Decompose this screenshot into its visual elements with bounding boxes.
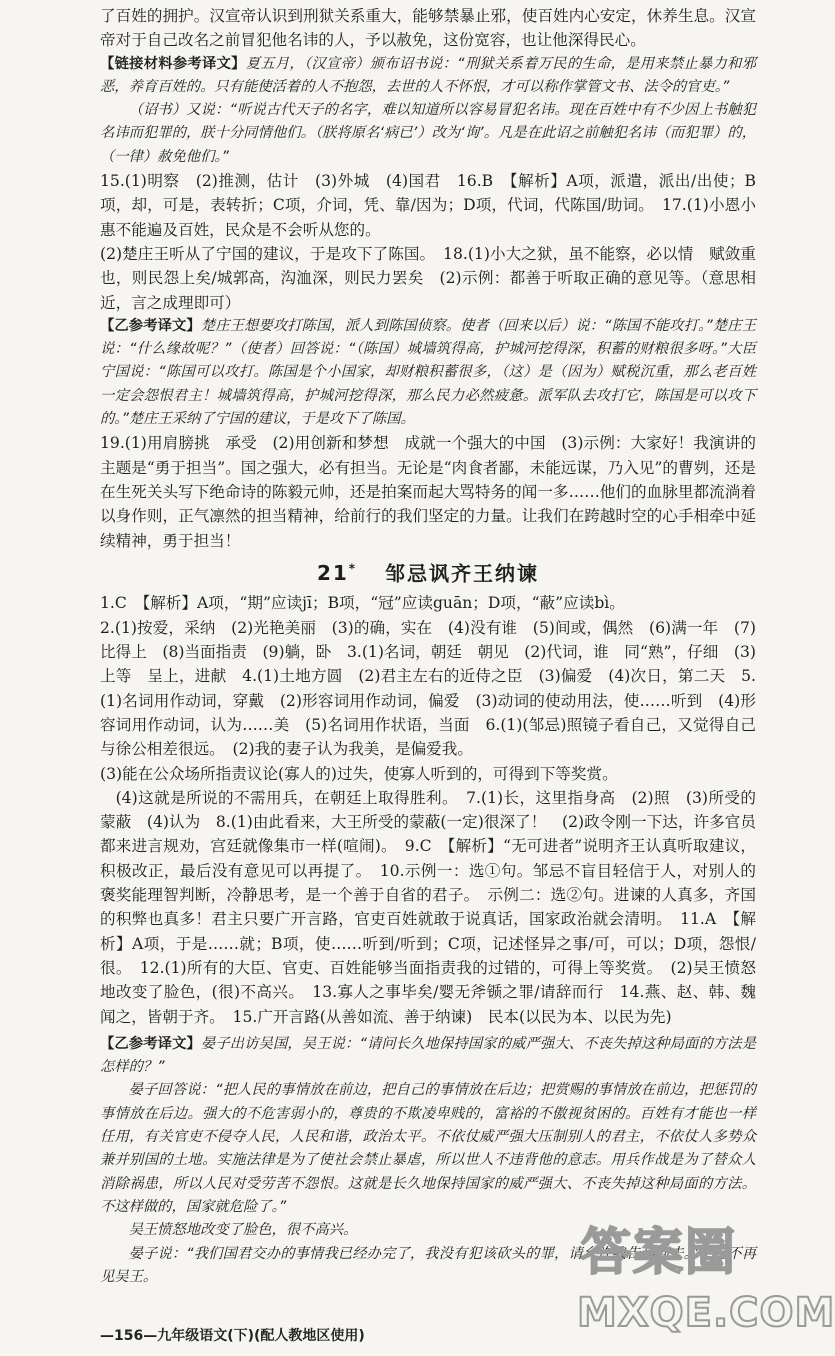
paragraph-text: 19.(1)用肩膀挑 承受 (2)用创新和梦想 成就一个强大的中国 (3)示例：大家好！我演讲的主题是“勇于担当”。国之强大，必有担当。无论是“肉食者鄙，未能远谋，乃入见”的曹刿，还是在生死关头写下绝命诗的陈毅元帅，还是拍案而起大骂特务的闻一多……他们的血脉里都流淌着以身作则，正气凛然的担当精神，给前行的我们坚定的力量。让我们在跨越时空的心手相牵中延续精神，勇于担当！ bbox=[100, 434, 756, 550]
paragraph-text: 晏子出访吴国，吴王说：“请问长久地保持国家的威严强大、不丧失掉这种局面的方法是怎样的？” bbox=[100, 1035, 757, 1076]
lesson-number-wrap bbox=[317, 561, 357, 585]
answer-paragraph bbox=[100, 169, 756, 242]
paragraph-text: 夏五月，（汉宣帝）颁布诏书说：“刑狱关系着万民的生命，是用来禁止暴力和邪恶，养育百姓的。只有能使活着的人不抱怨，去世的人不怀恨，才可以称作掌管文书、法令的官吏。” bbox=[100, 55, 756, 95]
section-tag: 【乙参考译文】 bbox=[100, 1035, 201, 1052]
document-body bbox=[100, 4, 756, 1289]
section-tag: 【乙参考译文】 bbox=[100, 317, 201, 334]
answer-paragraph bbox=[100, 591, 756, 615]
paragraph-text: 1.C 【解析】A项，“期”应读jī；B项，“冠”应读guān；D项，“蔽”应读bì。 bbox=[100, 594, 625, 613]
paragraph-text: （诏书）又说：“听说古代天子的名字，难以知道所以容易冒犯名讳。现在百姓中有不少因上书触犯名讳而犯罪的，朕十分同情他们。（朕将原名‘病已’）改为‘询’。凡是在此诏之前触犯名讳（而犯罪）的，（一律）赦免他们。” bbox=[100, 102, 756, 165]
watermark-url: MXQE.COM bbox=[577, 1290, 835, 1336]
paragraph-text: 15.(1)明察 (2)推测，估计 (3)外城 (4)国君 16.B 【解析】A项，派遣，派出/出使；B项，却，可是，表转折；C项，介词，凭、靠/因为；D项，代词，代陈国/助词。 17.(1)小恩小惠不能遍及百姓，民众是不会听从您的。 bbox=[100, 172, 756, 239]
paragraph-text: 晏子回答说：“把人民的事情放在前边，把自己的事情放在后边；把赏赐的事情放在前边，把惩罚的事情放在后边。强大的不危害弱小的，尊贵的不欺凌卑贱的，富裕的不傲视贫困的。百姓有才能也一样任用，有关官吏不侵夺人民，人民和谐，政治太平。不依仗威严强大压制别人的君主，不依仗人多势众兼并别国的土地。实施法律是为了使社会禁止暴虐，所以世人不违背他的意志。用兵作战是为了替众人消除祸患，所以人民对受劳苦不怨恨。这就是长久地保持国家的威严强大、不丧失掉这种局面的方法。不这样做的，国家就危险了。” bbox=[100, 1082, 756, 1215]
answer-paragraph bbox=[100, 762, 756, 786]
translation-paragraph bbox=[100, 53, 756, 100]
lesson-number: 21 bbox=[316, 561, 349, 586]
paragraph-text: 晏子说：“我们国君交办的事情我已经办完了，我没有犯该砍头的罪，请允许我告辞回去。”于是不再见吴王。 bbox=[100, 1245, 756, 1285]
translation-paragraph bbox=[100, 99, 756, 169]
answer-paragraph bbox=[100, 786, 756, 1029]
translation-paragraph bbox=[100, 1079, 756, 1219]
translation-paragraph bbox=[100, 1033, 756, 1080]
paragraph-text: 吴王愤怒地改变了脸色，很不高兴。 bbox=[128, 1222, 358, 1239]
translation-paragraph bbox=[100, 315, 756, 431]
paragraph-text: 2.(1)按爱，采纳 (2)光艳美丽 (3)的确，实在 (4)没有谁 (5)间或，偶然 (6)满一年 (7)比得上 (8)当面指责 (9)躺，卧 3.(1)名词，朝廷 朝见 (2)代词，谁 同“熟”，仔细 (3)上等 呈上，进献 4.(1)土地方圆 (2)君主左右的近侍之臣 (3)偏爱 (4)次日，第二天 5.(1)名词用作动词，穿戴 (2)形容词用作动词，偏爱 (3)动词的使动用法，使……听到 (4)形容词用作动词，认为……美 (5)名词用作状语，当面 6.(1)(邹忌)照镜子看自己，又觉得自己与徐公相差很远。 (2)我的妻子认为我美，是偏爱我。 bbox=[100, 618, 756, 759]
paragraph-text: (2)楚庄王听从了宁国的建议，于是攻下了陈国。 18.(1)小大之狱，虽不能察，必以情 赋敛重也，则民怨上矣/城郭高，沟洫深，则民力罢矣 (2)示例：都善于听取正确的意见等。（意思相近，言之成理即可） bbox=[100, 244, 756, 312]
watermark-logo bbox=[577, 1208, 835, 1348]
paragraph-text: 了百姓的拥护。汉宣帝认识到刑狱关系重大，能够禁暴止邪，使百姓内心安定，休养生息。汉宣帝对于自己改名之前冒犯他名讳的人，予以赦免，这份宽容，也让他深得民心。 bbox=[100, 7, 756, 50]
answer-paragraph bbox=[100, 242, 756, 315]
paragraph-text: (3)能在公众场所指责议论(寡人的)过失，使寡人听到的，可得到下等奖赏。 bbox=[100, 764, 618, 783]
page-footer: —156—九年级语文(下)(配人教地区使用) bbox=[100, 1328, 365, 1344]
watermark-text: 答案圈 bbox=[581, 1223, 737, 1281]
answer-paragraph bbox=[100, 4, 756, 53]
lesson-title bbox=[100, 556, 756, 587]
paragraph-text: 楚庄王想要攻打陈国，派人到陈国侦察。使者（回来以后）说：“陈国不能攻打。”楚庄王说：“什么缘故呢？”（使者）回答说：“（陈国）城墙筑得高，护城河挖得深，积蓄的财粮很多呀。”大臣宁国说：“陈国可以攻打。陈国是个小国家，却财粮积蓄很多，（这）是（因为）赋税沉重，那么老百姓一定会怨恨君主！城墙筑得高，护城河挖得深，那么民力必然疲惫。派军队去攻打它，陈国是可以攻下的。”楚庄王采纳了宁国的建议，于是攻下了陈国。 bbox=[100, 317, 756, 428]
lesson-title-text: 邹忌讽齐王纳谏 bbox=[385, 561, 540, 586]
section-tag: 【链接材料参考译文】 bbox=[100, 55, 246, 72]
answer-paragraph bbox=[100, 616, 756, 762]
lesson-number-mark: * bbox=[348, 561, 358, 576]
answer-paragraph bbox=[100, 431, 756, 552]
paragraph-text: (4)这就是所说的不需用兵，在朝廷上取得胜利。 7.(1)长，这里指身高 (2)照 (3)所受的蒙蔽 (4)认为 8.(1)由此看来，大王所受的蒙蔽(一定)很深了！ (2)政令刚一下达，许多官员都来进言规劝，宫廷就像集市一样(喧闹)。 9.C 【解析】“无可进者”说明齐王认真听取建议，积极改正，最后没有意见可以再提了。 10.示例一：选①句。邹忌不盲目轻信于人，对别人的褒奖能理智判断，冷静思考，是一个善于自省的君子。 示例二：选②句。进谏的人真多，齐国的积弊也真多！君主只要广开言路，官吏百姓就敢于说真话，国家政治就会清明。 11.A 【解析】A项，于是……就；B项，使……听到/听到；C项，记述怪异之事/可，可以；D项，怨恨/很。 12.(1)所有的大臣、官吏、百姓能够当面指责我的过错的，可得上等奖赏。 (2)吴王愤怒地改变了脸色，(很)不高兴。 13.寡人之事毕矣/婴无斧锧之罪/请辞而行 14.燕、赵、韩、魏闻之，皆朝于齐。 15.广开言路(从善如流、善于纳谏) 民本(以民为本、以民为先) bbox=[100, 788, 756, 1026]
